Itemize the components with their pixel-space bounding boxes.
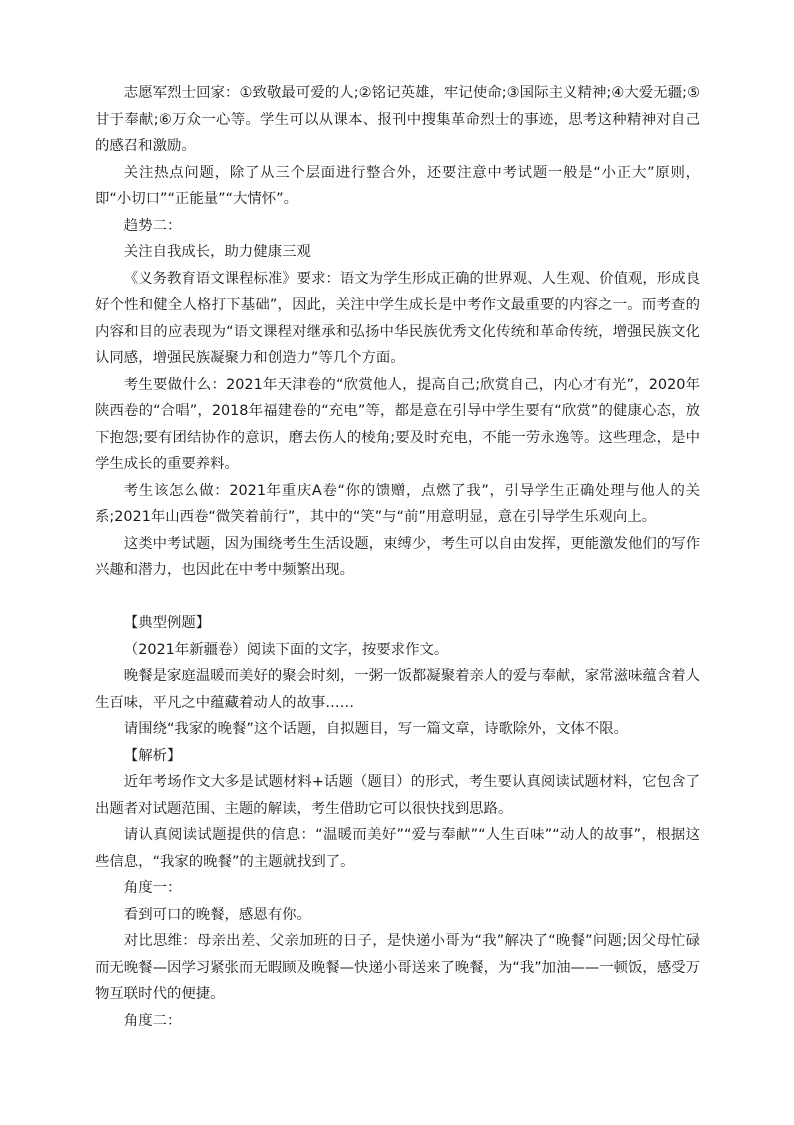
- paragraph: 请围绕“我家的晚餐”这个话题，自拟题目，写一篇文章，诗歌除外，文体不限。: [123, 721, 628, 737]
- paragraph: 晚餐是家庭温暖而美好的聚会时刻，一粥一饭都凝聚着亲人的爱与奉献，家常滋味蕴含着人生百味，平凡之中蕴藏着动人的故事……: [95, 668, 700, 711]
- document-body: [95, 80, 700, 1034]
- paragraph: 对比思维：母亲出差、父亲加班的日子，是快递小哥为“我”解决了“晚餐”问题;因父母忙碌而无晚餐—因学习紧张而无暇顾及晚餐—快递小哥送来了晚餐，为“我”加油——一顿饭，感受万物互联时代的便捷。: [95, 933, 700, 1002]
- paragraph: 考生该怎么做：2021年重庆A卷“你的馈赠，点燃了我”，引导学生正确处理与他人的关系;2021年山西卷“微笑着前行”，其中的“笑”与“前”用意明显，意在引导学生乐观向上。: [95, 482, 700, 525]
- paragraph: 这类中考试题，因为围绕考生生活设题，束缚少，考生可以自由发挥，更能激发他们的写作兴趣和潜力，也因此在中考中频繁出现。: [95, 535, 700, 578]
- paragraph: 《义务教育语文课程标准》要求：语文为学生形成正确的世界观、人生观、价值观，形成良好个性和健全人格打下基础”，因此，关注中学生成长是中考作文最重要的内容之一。而考查的内容和目的应表现为“语文课程对继承和弘扬中华民族优秀文化传统和革命传统，增强民族文化认同感，增强民族凝聚力和创造力”等几个方面。: [95, 270, 700, 366]
- paragraph: 近年考场作文大多是试题材料+话题（题目）的形式，考生要认真阅读试题材料，它包含了出题者对试题范围、主题的解读，考生借助它可以很快找到思路。: [95, 774, 700, 817]
- paragraph: （2021年新疆卷）阅读下面的文字，按要求作文。: [123, 641, 449, 658]
- section-heading: 【典型例题】: [123, 615, 211, 631]
- section-heading: 角度一：: [123, 880, 182, 896]
- paragraph: 请认真阅读试题提供的信息：“温暖而美好”“爱与奉献”“人生百味”“动人的故事”，根据这些信息，“我家的晚餐”的主题就找到了。: [95, 827, 700, 870]
- section-heading: 角度二：: [123, 1012, 182, 1029]
- section-heading: 趋势二：: [123, 217, 182, 234]
- section-subheading: 关注自我成长，助力健康三观: [123, 244, 311, 260]
- blank-line: [95, 584, 700, 611]
- section-heading: 【解析】: [123, 747, 182, 764]
- paragraph: 关注热点问题，除了从三个层面进行整合外，还要注意中考试题一般是“小正大”原则，即“小切口”“正能量”“大情怀”。: [95, 164, 700, 207]
- paragraph: 考生要做什么：2021年天津卷的“欣赏他人，提高自己;欣赏自己，内心才有光”，2020年陕西卷的“合唱”，2018年福建卷的“充电”等，都是意在引导中学生要有“欣赏”的健康心态，放下抱怨;要有团结协作的意识，磨去伤人的棱角;要及时充电，不能一劳永逸等。这些理念，是中学生成长的重要养料。: [95, 376, 700, 472]
- paragraph: 志愿军烈士回家：①致敬最可爱的人;②铭记英雄，牢记使命;③国际主义精神;④大爱无疆;⑤甘于奉献;⑥万众一心等。学生可以从课本、报刊中搜集革命烈士的事迹，思考这种精神对自己的感召和激励。: [95, 85, 700, 154]
- paragraph: 看到可口的晚餐，感恩有你。: [123, 906, 311, 923]
